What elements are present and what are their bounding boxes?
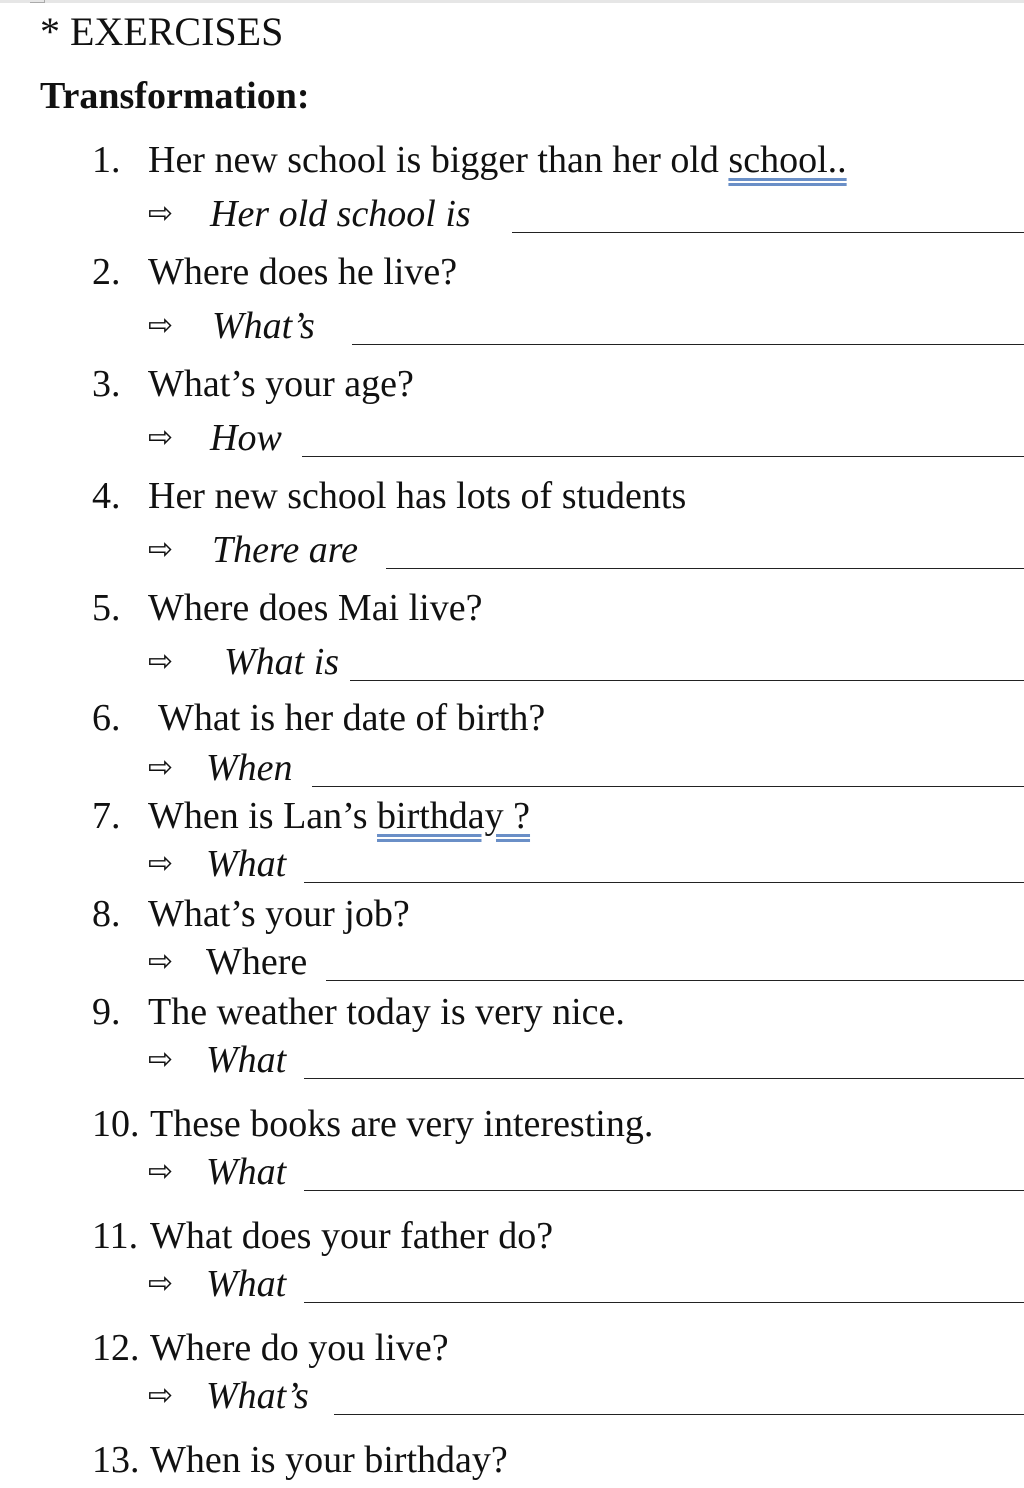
- answer-line: [0, 1148, 1024, 1196]
- question-text-underlined: school..: [728, 139, 847, 181]
- arrow-right-outline-icon: ⇨: [148, 1042, 174, 1077]
- question-number: 11.: [92, 1215, 139, 1257]
- answer-line: [0, 1036, 1024, 1084]
- question-number: 1.: [92, 139, 121, 181]
- page-corner-marker: [30, 0, 45, 3]
- answer-blank[interactable]: [302, 456, 1024, 457]
- question-text: [148, 792, 530, 840]
- answer-blank[interactable]: [326, 980, 1024, 981]
- question-text: The weather today is very nice.: [148, 991, 625, 1033]
- answer-prompt: What’s: [212, 305, 315, 347]
- answer-prompt: What is: [224, 641, 340, 683]
- answer-line: [0, 938, 1024, 986]
- question-text: What’s your job?: [148, 893, 410, 935]
- answer-line: [0, 744, 1024, 792]
- question-text: Where do you live?: [150, 1327, 449, 1369]
- answer-line: [0, 840, 1024, 888]
- question-text: Her new school has lots of students: [148, 475, 687, 517]
- answer-blank[interactable]: [304, 882, 1024, 883]
- answer-prompt: What: [206, 1263, 287, 1305]
- answer-prompt: What: [206, 1039, 287, 1081]
- answer-blank[interactable]: [312, 786, 1024, 787]
- answer-prompt: Where: [206, 941, 308, 983]
- question-text: [148, 136, 847, 184]
- answer-prompt: What’s: [206, 1375, 309, 1417]
- transformation-subheading: Transformation:: [40, 75, 310, 117]
- arrow-right-outline-icon: ⇨: [148, 944, 174, 979]
- exercises-heading: * EXERCISES: [40, 9, 284, 54]
- answer-line: [0, 1372, 1024, 1420]
- answer-line: [0, 526, 1024, 574]
- question-text: What does your father do?: [150, 1215, 554, 1257]
- question-number: 12.: [92, 1327, 140, 1369]
- question-number: 4.: [92, 475, 121, 517]
- question-text: When is your birthday?: [150, 1439, 508, 1481]
- question-text: Where does he live?: [148, 251, 458, 293]
- arrow-right-outline-icon: ⇨: [148, 644, 174, 679]
- answer-blank[interactable]: [512, 232, 1024, 233]
- answer-line: [0, 190, 1024, 238]
- question-number: 10.: [92, 1103, 140, 1145]
- arrow-right-outline-icon: ⇨: [148, 1154, 174, 1189]
- answer-line: [0, 302, 1024, 350]
- question-number: 6.: [92, 697, 121, 739]
- question-number: 5.: [92, 587, 121, 629]
- answer-prompt: What: [206, 843, 287, 885]
- question-number: 8.: [92, 893, 121, 935]
- answer-line: [0, 414, 1024, 462]
- question-text: What’s your age?: [148, 363, 414, 405]
- arrow-right-outline-icon: ⇨: [148, 750, 174, 785]
- arrow-right-outline-icon: ⇨: [148, 846, 174, 881]
- answer-line: [0, 638, 1024, 686]
- answer-blank[interactable]: [304, 1302, 1024, 1303]
- answer-prompt: There are: [212, 529, 358, 571]
- answer-blank[interactable]: [304, 1078, 1024, 1079]
- question-text-underlined: birthday ?: [377, 795, 531, 837]
- question-number: 2.: [92, 251, 121, 293]
- question-text-main: When is Lan’s: [148, 795, 378, 837]
- answer-prompt: When: [206, 747, 293, 789]
- arrow-right-outline-icon: ⇨: [148, 1266, 174, 1301]
- answer-prompt: What: [206, 1151, 287, 1193]
- question-text: These books are very interesting.: [150, 1103, 654, 1145]
- question-number: 9.: [92, 991, 121, 1033]
- arrow-right-outline-icon: ⇨: [148, 532, 174, 567]
- question-text: Where does Mai live?: [148, 587, 483, 629]
- answer-blank[interactable]: [304, 1190, 1024, 1191]
- answer-line: [0, 1260, 1024, 1308]
- question-number: 13.: [92, 1439, 140, 1481]
- question-text-main: Her new school is bigger than her old: [148, 139, 729, 181]
- answer-blank[interactable]: [334, 1414, 1024, 1415]
- arrow-right-outline-icon: ⇨: [148, 308, 174, 343]
- question-text: What is her date of birth?: [158, 697, 546, 739]
- answer-prompt: How: [210, 417, 282, 459]
- arrow-right-outline-icon: ⇨: [148, 420, 174, 455]
- page-top-border: [0, 0, 1024, 3]
- answer-blank[interactable]: [350, 680, 1024, 681]
- answer-prompt: Her old school is: [210, 193, 471, 235]
- question-number: 7.: [92, 795, 121, 837]
- arrow-right-outline-icon: ⇨: [148, 196, 174, 231]
- answer-blank[interactable]: [352, 344, 1024, 345]
- arrow-right-outline-icon: ⇨: [148, 1378, 174, 1413]
- answer-blank[interactable]: [386, 568, 1024, 569]
- question-number: 3.: [92, 363, 121, 405]
